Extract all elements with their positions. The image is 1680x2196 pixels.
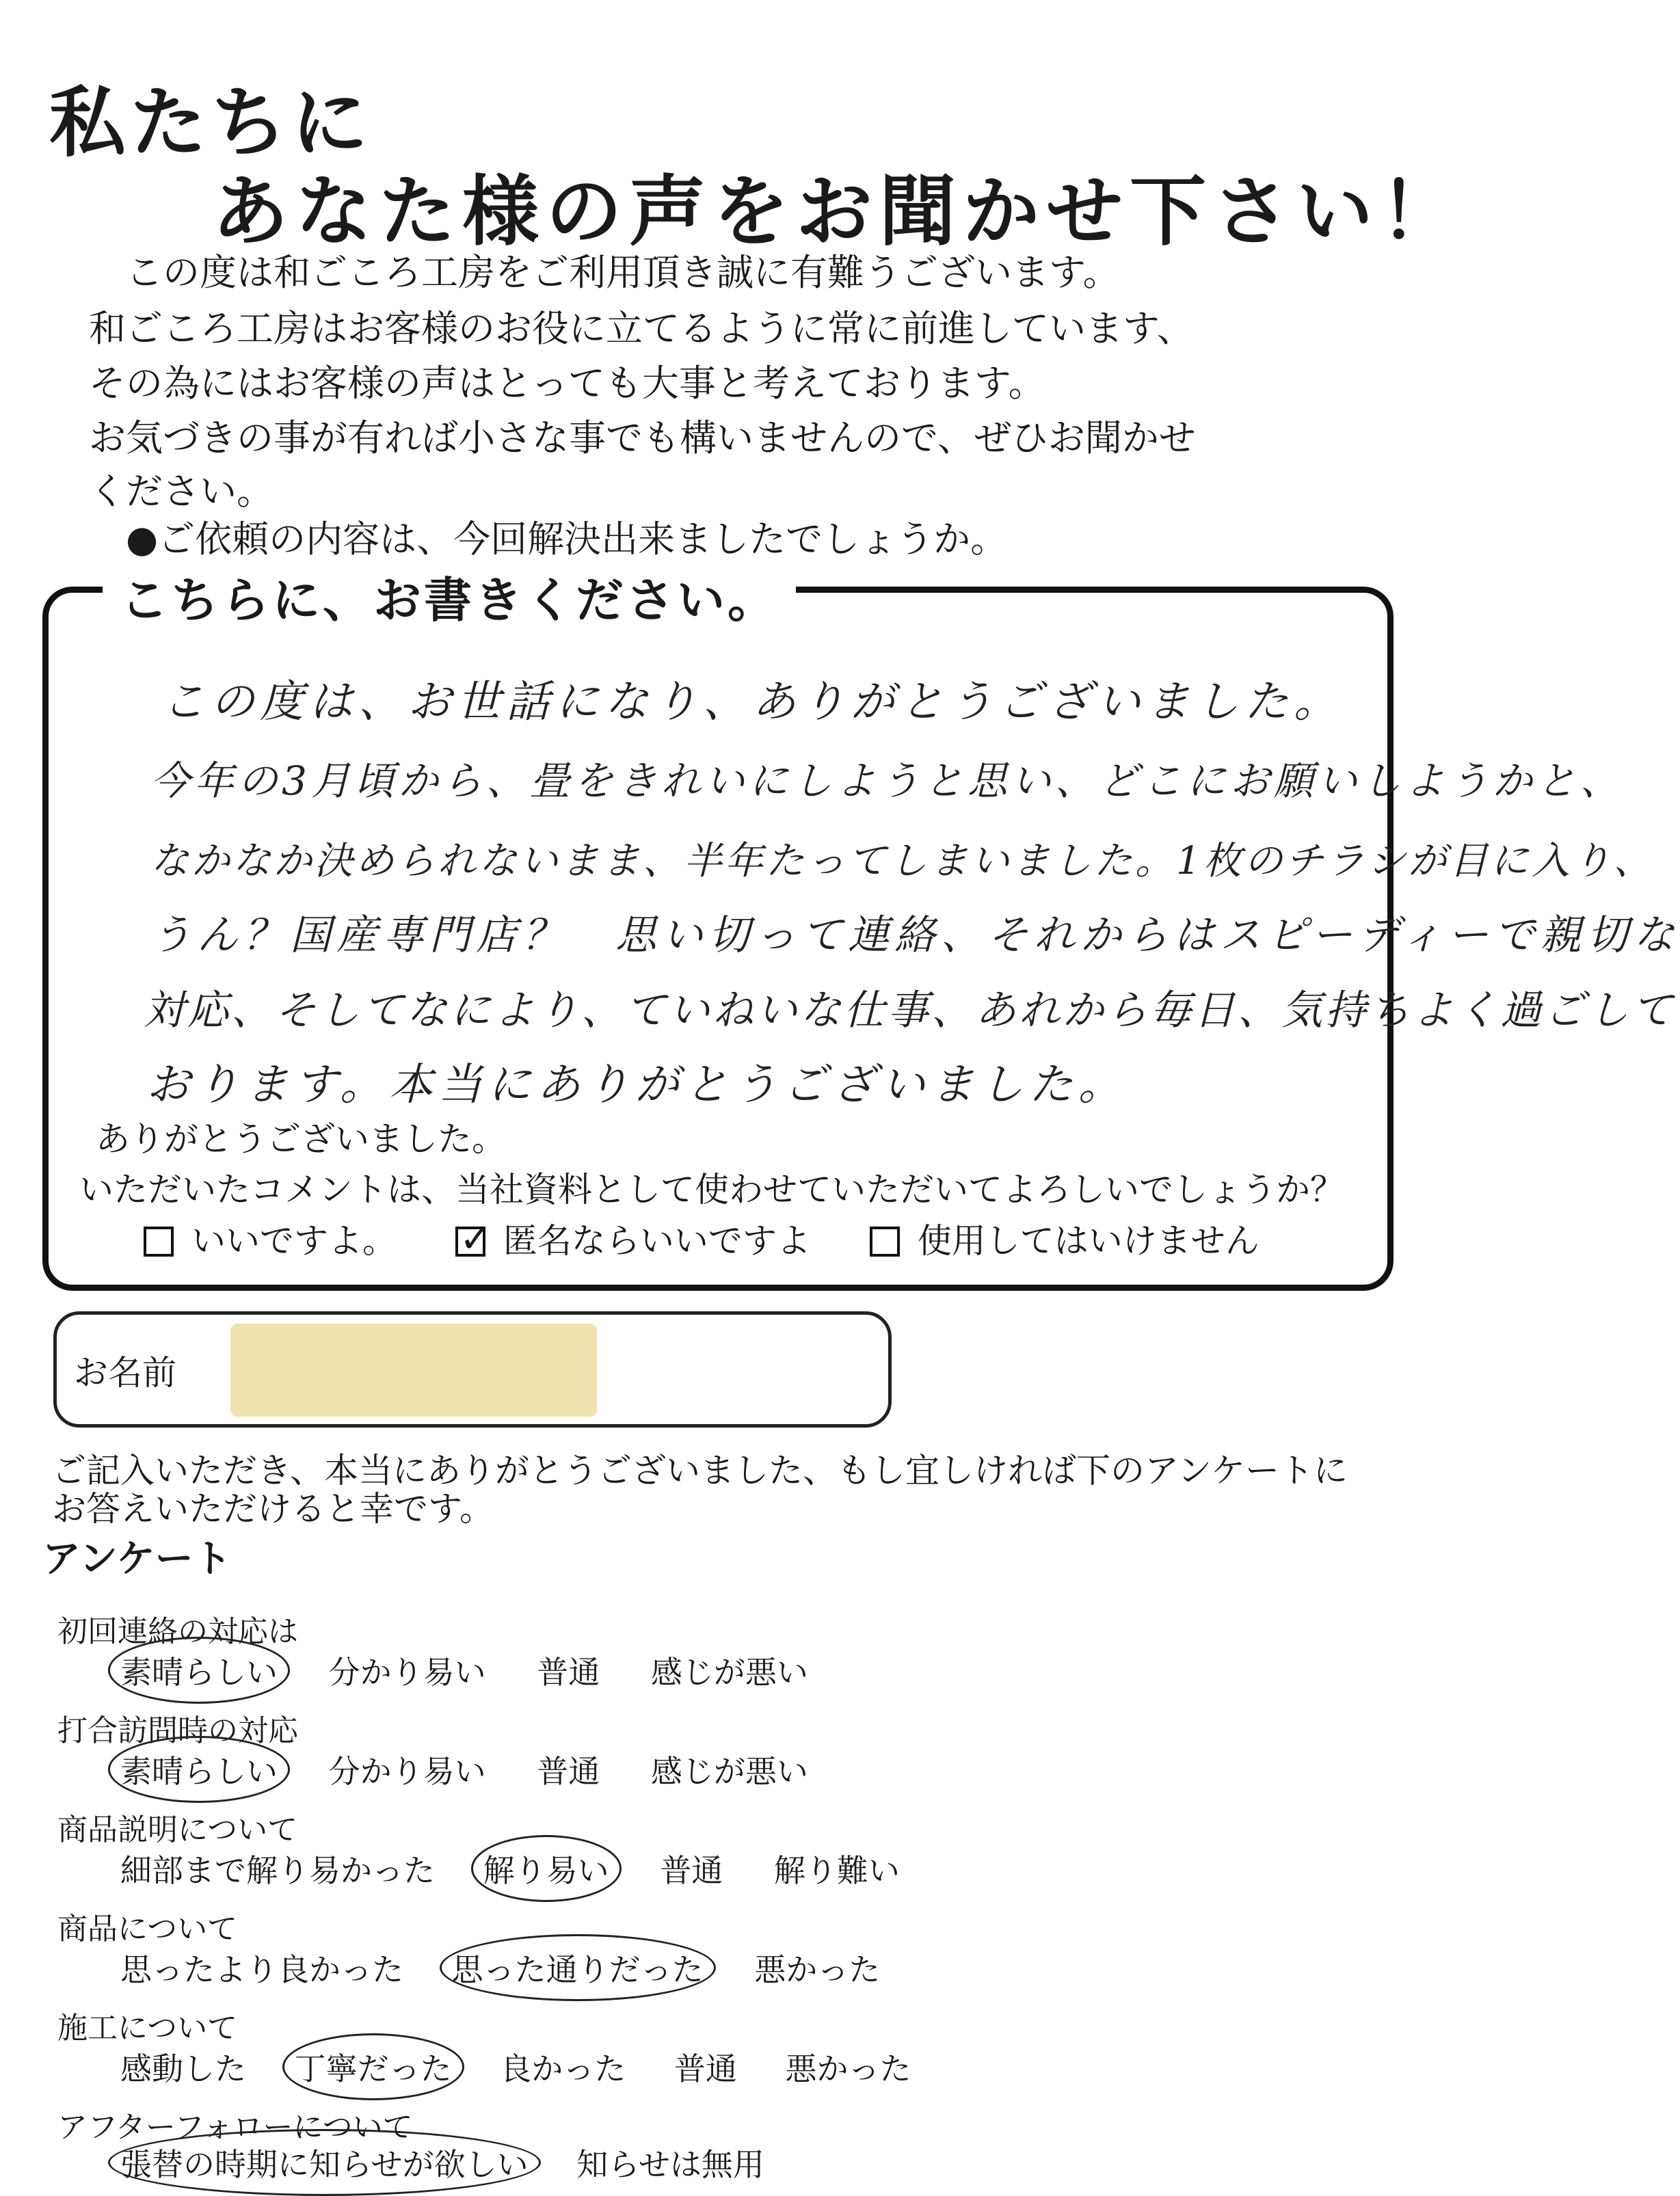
- survey-question: 打合訪問時の対応: [57, 1713, 298, 1748]
- survey-options: [120, 1846, 900, 1891]
- option-anonymous-label: 匿名ならいいですよ: [503, 1221, 811, 1261]
- name-label: お名前: [74, 1353, 176, 1393]
- intro-line: ください。: [89, 470, 274, 513]
- survey-option[interactable]: 普通: [660, 1852, 723, 1889]
- closing-line: お答えいただけると幸です。: [52, 1489, 494, 1529]
- survey-question: 商品について: [57, 1912, 238, 1946]
- option-deny[interactable]: [870, 1221, 1259, 1261]
- survey-title: アンケート: [42, 1537, 232, 1581]
- survey-option-selected[interactable]: 丁寧だった: [295, 2044, 452, 2089]
- survey-option[interactable]: 良かった: [500, 2050, 626, 2087]
- survey-option[interactable]: 分かり易い: [328, 1753, 486, 1790]
- thanks-text: ありがとうございました。: [96, 1119, 506, 1159]
- option-ok-label: いいですよ。: [191, 1221, 397, 1261]
- closing-line: ご記入いただき、本当にありがとうございました、もし宜しければ下のアンケートに: [52, 1451, 1348, 1490]
- survey-option[interactable]: 知らせは無用: [576, 2146, 764, 2183]
- survey-option[interactable]: 細部まで解り易かった: [120, 1852, 435, 1889]
- handwritten-line: 対応、そしてなにより、ていねいな仕事、あれから毎日、気持ちよく過ごして: [144, 987, 1675, 1034]
- survey-options: [120, 1945, 880, 1990]
- survey-option-selected[interactable]: 解り易い: [483, 1846, 609, 1891]
- title-line-2: あなた様の声をお聞かせ下さい！: [212, 167, 1463, 256]
- survey-option-selected[interactable]: 素晴らしい: [120, 1747, 278, 1792]
- permission-options: [144, 1214, 1307, 1263]
- intro-line: この度は和ごころ工房をご利用頂き誠に有難うございます。: [89, 251, 1120, 294]
- handwritten-line: なかなか決められないまま、半年たってしまいました。1枚のチラシが目に入り、: [150, 839, 1655, 883]
- survey-question: アフターフォローについて: [57, 2110, 413, 2145]
- survey-question: 初回連絡の対応は: [57, 1614, 298, 1649]
- survey-option[interactable]: 感動した: [120, 2050, 246, 2087]
- survey-option[interactable]: 分かり易い: [328, 1654, 486, 1691]
- permission-question: いただいたコメントは、当社資料として使わせていただいてよろしいでしょうか？: [79, 1170, 1344, 1209]
- question-resolved: ●ご依頼の内容は、今回解決出来ましたでしょうか。: [89, 518, 1008, 561]
- checkbox-deny[interactable]: [870, 1227, 900, 1257]
- survey-options: [120, 2044, 911, 2089]
- intro-line: お気づきの事が有れば小さな事でも構いませんので、ぜひお聞かせ: [89, 416, 1196, 459]
- survey-question: 商品説明について: [57, 1812, 298, 1847]
- intro-line: 和ごころ工房はお客様のお役に立てるように常に前進しています、: [89, 307, 1194, 350]
- survey-option[interactable]: 思ったより良かった: [120, 1951, 403, 1988]
- survey-option[interactable]: 感じが悪い: [650, 1753, 808, 1790]
- handwritten-line: おります。本当にありがとうございました。: [146, 1060, 1128, 1110]
- survey-options: [120, 1747, 808, 1792]
- survey-options: [120, 1648, 808, 1693]
- intro-line: その為にはお客様の声はとっても大事と考えております。: [89, 362, 1045, 405]
- survey-option[interactable]: 普通: [674, 2050, 737, 2087]
- name-field-redacted[interactable]: [230, 1324, 597, 1417]
- survey-option-selected[interactable]: 思った通りだった: [452, 1945, 704, 1990]
- survey-option-selected[interactable]: 素晴らしい: [120, 1648, 278, 1693]
- survey-option[interactable]: 普通: [537, 1753, 600, 1790]
- option-anonymous[interactable]: [455, 1221, 811, 1261]
- survey-question: 施工について: [57, 2011, 238, 2046]
- checkbox-anonymous[interactable]: [455, 1227, 485, 1257]
- title-line-1: 私たちに: [49, 78, 372, 168]
- handwritten-line: 今年の3月頃から、畳をきれいにしようと思い、どこにお願いしようかと、: [150, 758, 1624, 804]
- survey-option[interactable]: 悪かった: [754, 1951, 881, 1988]
- survey-option[interactable]: 解り難い: [773, 1852, 900, 1889]
- option-deny-label: 使用してはいけません: [917, 1221, 1259, 1261]
- survey-option[interactable]: 悪かった: [785, 2050, 911, 2087]
- survey-option[interactable]: 普通: [537, 1654, 600, 1691]
- option-ok[interactable]: [144, 1221, 397, 1261]
- survey-options: [120, 2140, 764, 2185]
- checkbox-ok[interactable]: [144, 1227, 174, 1257]
- comment-box-label: こちらに、お書きください。: [103, 562, 796, 631]
- survey-option[interactable]: 感じが悪い: [650, 1654, 808, 1691]
- handwritten-line: この度は、お世話になり、ありがとうございました。: [161, 677, 1343, 727]
- survey-option-selected[interactable]: 張替の時期に知らせが欲しい: [120, 2140, 529, 2185]
- handwritten-line: うん？国産専門店？ 思い切って連絡、それからはスピーディーで親切な: [150, 911, 1680, 959]
